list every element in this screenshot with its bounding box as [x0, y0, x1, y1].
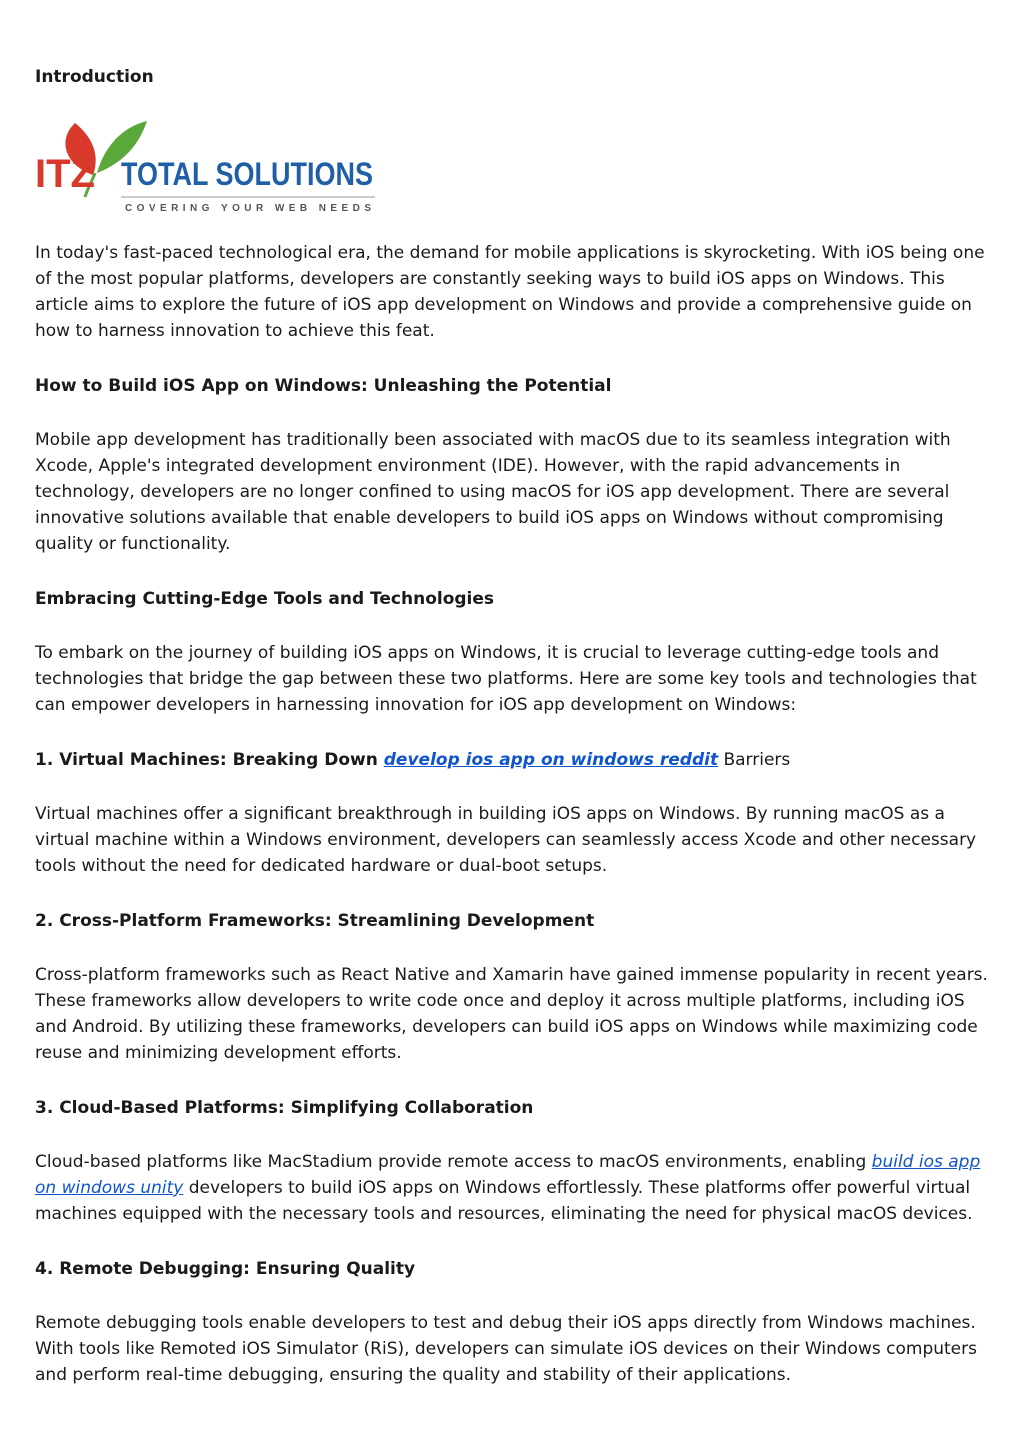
item4-paragraph: Remote debugging tools enable developers to test and debug their iOS apps directly from Windows machines. With tools like Remoted iOS Simulator (RiS), developers can simulate iOS devices on their Windows computers and perform real-time debugging, ensuring the quality and stability of their applications. — [35, 1313, 977, 1385]
item4-heading: 4. Remote Debugging: Ensuring Quality — [35, 1259, 416, 1279]
section2-paragraph: To embark on the journey of building iOS apps on Windows, it is crucial to leverage cutting-edge tools and technologies that bridge the gap between these two platforms. Here are some key tools and technologies that can empower developers in harnessing innovation for iOS app development on Windows: — [35, 643, 977, 715]
logo-brand-right: TOTAL SOLUTIONS — [121, 156, 373, 192]
section1-paragraph: Mobile app development has traditionally been associated with macOS due to its seamless integration with Xcode, Apple's integrated development environment (IDE). However, with the rapid advancements in technology, developers are no longer confined to using macOS for iOS app development. There are several innovative solutions available that enable developers to build iOS apps on Windows without compromising quality or functionality. — [35, 430, 951, 554]
item3-heading: 3. Cloud-Based Platforms: Simplifying Collaboration — [35, 1098, 534, 1118]
itz-total-solutions-logo — [35, 115, 380, 215]
unity-link[interactable]: build ios app on windows unity — [35, 1152, 981, 1198]
intro-paragraph: In today's fast-paced technological era, the demand for mobile applications is skyrocketing. With iOS being one of the most popular platforms, developers are constantly seeking ways to build iOS apps on Windows. This article aims to explore the future of iOS app development on Windows and provide a comprehensive guide on how to harness innovation to achieve this feat. — [35, 243, 985, 341]
reddit-link[interactable]: develop ios app on windows reddit — [383, 750, 719, 770]
logo-brand-left: ITZ — [35, 152, 95, 196]
item1-heading-suffix: Barriers — [718, 750, 791, 770]
logo-tagline: COVERING YOUR WEB NEEDS — [125, 203, 371, 214]
item3-paragraph-suffix: developers to build iOS apps on Windows effortlessly. These platforms offer powerful virtual machines equipped with the necessary tools and resources, eliminating the need for physical macOS devices. — [35, 1178, 973, 1224]
item3-paragraph — [35, 1149, 993, 1227]
item1-paragraph: Virtual machines offer a significant breakthrough in building iOS apps on Windows. By running macOS as a virtual machine within a Windows environment, developers can seamlessly access Xcode and other necessary tools without the need for dedicated hardware or dual-boot setups. — [35, 804, 977, 876]
item2-paragraph: Cross-platform frameworks such as React Native and Xamarin have gained immense popularity in recent years. These frameworks allow developers to write code once and deploy it across multiple platforms, including iOS and Android. By utilizing these frameworks, developers can build iOS apps on Windows while maximizing code reuse and minimizing development efforts. — [35, 965, 988, 1063]
item1-heading — [35, 749, 790, 771]
item2-heading: 2. Cross-Platform Frameworks: Streamlining Development — [35, 911, 595, 931]
item3-paragraph-prefix: Cloud-based platforms like MacStadium provide remote access to macOS environments, enabling — [35, 1152, 872, 1172]
intro-heading: Introduction — [35, 67, 154, 87]
section1-heading: How to Build iOS App on Windows: Unleashing the Potential — [35, 376, 612, 396]
item1-heading-prefix: 1. Virtual Machines: Breaking Down — [35, 750, 384, 770]
section2-heading: Embracing Cutting-Edge Tools and Technologies — [35, 589, 495, 609]
